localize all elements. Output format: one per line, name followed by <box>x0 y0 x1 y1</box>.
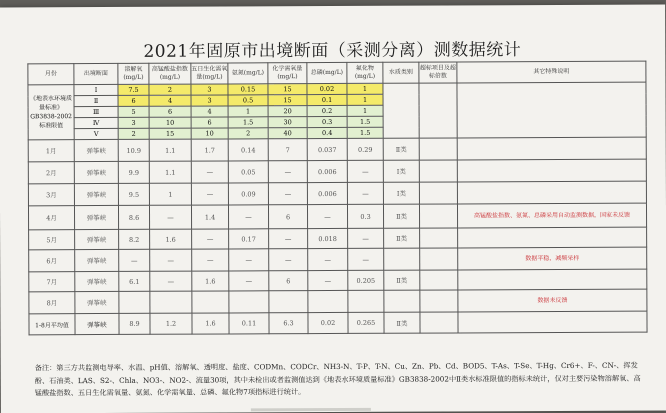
header-tp: 总磷(mg/L) <box>307 62 347 83</box>
exceed-cell <box>420 270 458 290</box>
remark-cell <box>457 82 646 138</box>
value-cell: — <box>268 161 307 183</box>
standard-value: 10 <box>191 128 228 139</box>
value-cell: 0.17 <box>229 229 269 249</box>
section-cell: 弹筝峡 <box>75 271 119 291</box>
standard-value: 10 <box>149 117 191 128</box>
notes: 备注：第三方共监测电导率、水温、pH值、溶解氧、透明度、盐度、CODMn、CODCr、NH3-N、T-P、T-N、Cu、Zn、Pb、Cd、BOD5、T-As、T-Se、T-Hg、Cr6+、F-、CN-、挥发酚、石油类、LAS、S2-、Chla、NO3-、NO2-、流量30项，其中未检出或者监测值达到《地表水环境质量标准》GB3838-2002中Ⅱ类水标准限值的指标未统计，仅对主要污染物溶解氧、高锰酸盐指数、五日生化需氧量、氨氮、化学需氧量、总磷、氟化物7项指标进行统计。 <box>34 360 641 398</box>
exceed-cell <box>420 248 458 270</box>
standard-value: 3 <box>191 95 228 106</box>
month-cell: 1月 <box>28 140 74 162</box>
value-cell: 0.205 <box>348 270 384 290</box>
exceed-cell <box>420 228 458 248</box>
value-cell: — <box>269 229 308 249</box>
remark-cell <box>457 137 646 160</box>
standard-value: 40 <box>268 128 307 139</box>
standard-value: 1 <box>347 83 383 94</box>
water-class-cell <box>384 248 420 270</box>
value-cell: 0.037 <box>307 138 347 160</box>
standard-value: 5 <box>118 106 149 117</box>
standard-value: 1.5 <box>228 117 268 128</box>
remark-cell: 数据平稳，减频采样 <box>458 247 647 270</box>
value-cell <box>308 290 348 312</box>
value-cell: 7 <box>268 139 307 161</box>
standard-grade: Ⅴ <box>74 128 118 139</box>
water-class-cell: Ⅱ类 <box>384 270 420 290</box>
value-cell: — <box>347 160 383 182</box>
data-row <box>28 159 646 184</box>
value-cell: 1.6 <box>150 229 192 249</box>
value-cell: — <box>268 183 307 205</box>
value-cell: 0.265 <box>348 312 384 333</box>
value-cell: — <box>149 205 191 229</box>
value-cell: — <box>191 183 228 205</box>
value-cell: — <box>229 249 269 271</box>
header-nh3n: 氨氮(mg/L) <box>228 63 268 84</box>
data-row <box>28 181 646 206</box>
standard-value: 20 <box>268 106 307 117</box>
water-class-cell: Ⅰ类 <box>383 160 419 182</box>
standard-value: 7.5 <box>118 84 149 95</box>
exceed-cell <box>419 182 457 204</box>
water-class-cell <box>384 290 420 312</box>
month-cell: 6月 <box>29 250 75 272</box>
remark-cell: 高锰酸盐指数、氨氮、总磷采用自动监测数据，国家未反馈 <box>457 203 646 228</box>
value-cell: 1.6 <box>192 313 229 334</box>
value-cell: 8.6 <box>118 205 149 229</box>
exceed-cell <box>420 312 458 333</box>
value-cell: 0.05 <box>228 161 268 183</box>
remark-cell <box>457 159 646 182</box>
standard-value: 1.5 <box>347 116 383 127</box>
month-cell: 3月 <box>28 184 74 206</box>
value-cell: 0.29 <box>347 138 383 160</box>
header-water-class: 水质类别 <box>383 62 419 83</box>
header-section: 出境断面 <box>74 63 118 84</box>
monitoring-table <box>27 61 647 336</box>
value-cell: 0.14 <box>228 139 268 161</box>
header-remark: 其它特殊说明 <box>457 61 646 83</box>
standard-value: 6 <box>191 117 228 128</box>
water-class-cell: Ⅰ类 <box>383 182 419 204</box>
header-exceed: 超标项目及超标倍数 <box>419 62 457 83</box>
standard-value: 3 <box>191 84 228 95</box>
month-cell: 8月 <box>29 292 75 314</box>
header-row <box>28 61 646 85</box>
value-cell: 0.006 <box>307 182 347 204</box>
standard-grade: Ⅲ <box>74 106 118 117</box>
month-cell: 4月 <box>28 206 74 230</box>
standard-value: 30 <box>268 117 307 128</box>
value-cell: 6 <box>269 271 308 291</box>
value-cell <box>229 291 269 313</box>
value-cell: 9.9 <box>118 161 149 183</box>
standard-value: 0.4 <box>307 127 347 138</box>
value-cell: 0.02 <box>308 312 348 333</box>
standard-grade: Ⅳ <box>74 117 118 128</box>
value-cell: — <box>150 249 192 271</box>
standard-value: 4 <box>191 106 228 117</box>
value-cell: — <box>308 270 348 290</box>
header-do: 溶解氧(mg/L) <box>118 63 149 84</box>
value-cell: — <box>269 249 308 271</box>
standard-value: 0.5 <box>228 95 268 106</box>
value-cell: — <box>191 161 228 183</box>
page-footer-mark <box>251 408 371 412</box>
section-cell: 弹筝峡 <box>74 205 118 229</box>
exceed-cell <box>419 83 457 138</box>
value-cell: 6 <box>268 205 307 229</box>
section-cell: 弹筝峡 <box>75 291 119 313</box>
standard-value: 1 <box>228 106 268 117</box>
value-cell: 1.1 <box>149 139 191 161</box>
data-row <box>28 137 646 162</box>
standard-value: 2 <box>118 128 149 139</box>
water-class-cell: Ⅱ类 <box>384 228 420 248</box>
value-cell: — <box>348 248 384 270</box>
value-cell <box>192 291 229 313</box>
month-cell: 1-8月平均值 <box>29 314 75 335</box>
section-cell: 弹筝峡 <box>75 313 119 334</box>
standard-grade: Ⅱ <box>74 95 118 106</box>
standard-value: 1.5 <box>347 127 383 138</box>
value-cell: 1.6 <box>192 271 229 291</box>
standard-value: 2 <box>228 128 268 139</box>
standard-label: 《地表水环境质量标准》GB3838-2002标准限值 <box>28 85 74 140</box>
remark-cell <box>458 227 647 248</box>
value-cell: 1.1 <box>149 161 191 183</box>
value-cell: 0.09 <box>228 183 268 205</box>
value-cell: 0.018 <box>308 228 348 248</box>
month-cell: 2月 <box>28 162 74 184</box>
standard-value: 6 <box>118 95 149 106</box>
header-fluoride: 氟化物(mg/L) <box>347 62 383 83</box>
value-cell: — <box>228 205 268 229</box>
standard-value: 2 <box>149 84 191 95</box>
water-class-cell <box>383 83 419 138</box>
section-cell: 弹筝峡 <box>74 183 118 205</box>
value-cell: — <box>119 249 150 271</box>
report-sheet <box>0 5 666 413</box>
data-row <box>29 269 647 292</box>
standard-value: 15 <box>268 84 307 95</box>
value-cell <box>269 291 308 313</box>
value-cell <box>119 291 150 313</box>
value-cell: 8.2 <box>119 229 150 249</box>
value-cell: — <box>192 229 229 249</box>
section-cell: 弹筝峡 <box>74 161 118 183</box>
standard-grade: Ⅰ <box>74 84 118 95</box>
month-cell: 5月 <box>29 230 75 250</box>
standard-value: 15 <box>268 95 307 106</box>
value-cell: — <box>307 204 347 228</box>
value-cell <box>348 290 384 312</box>
value-cell: 0.11 <box>229 313 269 334</box>
value-cell: — <box>308 248 348 270</box>
standard-value: 0.3 <box>307 116 347 127</box>
value-cell: 1 <box>149 183 191 205</box>
standard-value: 0.2 <box>307 105 347 116</box>
water-class-cell: Ⅱ类 <box>383 204 419 228</box>
data-row <box>29 289 647 314</box>
report-title: 2021年固原市出境断面（采测分离）测数据统计 <box>143 40 522 62</box>
value-cell: — <box>347 182 383 204</box>
data-row <box>29 247 647 272</box>
header-bod5: 五日生化需氧量(mg/L) <box>191 63 228 84</box>
standard-value: 4 <box>149 95 191 106</box>
water-class-cell: Ⅱ类 <box>383 138 419 160</box>
remark-cell <box>458 269 647 290</box>
value-cell: 1.7 <box>191 139 228 161</box>
month-cell: 7月 <box>29 272 75 292</box>
value-cell: 8.9 <box>119 313 150 334</box>
value-cell <box>150 291 192 313</box>
value-cell: 0.006 <box>307 160 347 182</box>
value-cell: 10.9 <box>118 139 149 161</box>
data-row <box>29 227 647 250</box>
value-cell: — <box>150 271 192 291</box>
remark-cell <box>457 181 646 204</box>
value-cell: — <box>348 228 384 248</box>
value-cell: — <box>192 249 229 271</box>
value-cell: 1.2 <box>150 313 192 334</box>
standard-value: 0.02 <box>307 83 347 94</box>
header-codmn: 高锰酸盐指数(mg/L) <box>149 63 191 84</box>
standard-value: 1 <box>347 105 383 116</box>
value-cell: 6.3 <box>269 313 308 334</box>
water-class-cell: Ⅱ类 <box>384 312 420 333</box>
data-row <box>28 203 646 230</box>
section-cell: 弹筝峡 <box>74 139 118 161</box>
exceed-cell <box>419 204 457 228</box>
value-cell: 6.1 <box>119 271 150 291</box>
section-cell: 弹筝峡 <box>75 229 119 249</box>
remark-cell: 数据未反馈 <box>458 289 647 312</box>
exceed-cell <box>420 290 458 312</box>
header-month: 月份 <box>28 64 74 85</box>
value-cell: 1.4 <box>191 205 228 229</box>
standard-value: 0.15 <box>228 84 268 95</box>
value-cell: 0.3 <box>347 204 383 228</box>
section-cell: 弹筝峡 <box>75 249 119 271</box>
value-cell: — <box>229 271 269 291</box>
standard-value: 0.1 <box>307 94 347 105</box>
standard-value: 6 <box>149 106 191 117</box>
standard-value: 1 <box>347 94 383 105</box>
exceed-cell <box>419 160 457 182</box>
remark-cell <box>458 311 647 333</box>
value-cell: 9.5 <box>118 183 149 205</box>
header-cod: 化学需氧量(mg/L) <box>268 63 307 84</box>
standard-value: 3 <box>118 117 149 128</box>
exceed-cell <box>419 138 457 160</box>
standard-value: 15 <box>149 128 191 139</box>
data-row <box>29 311 647 335</box>
